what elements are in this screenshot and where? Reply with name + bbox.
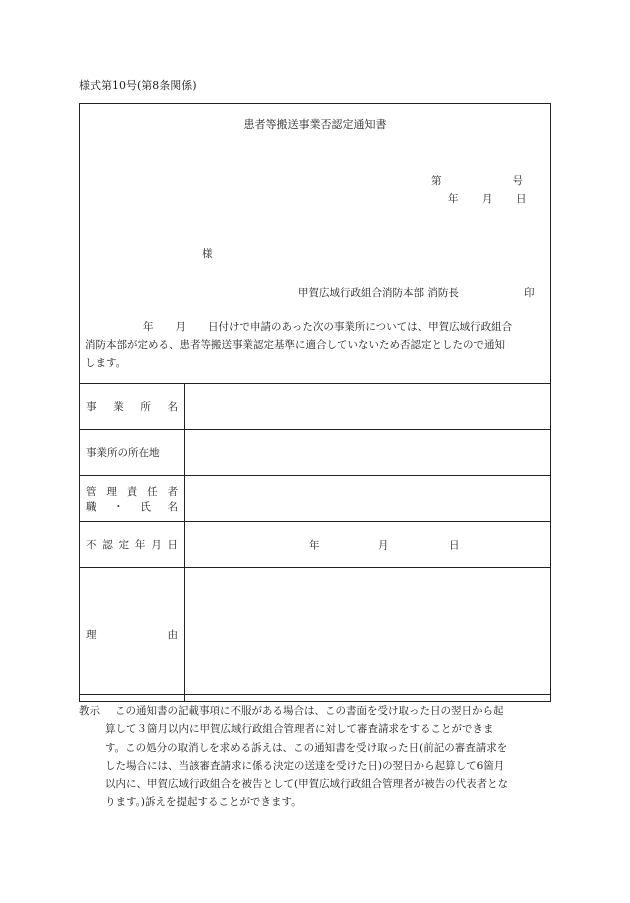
body-line1: 日付けで申請のあった次の事業所については、甲賀広域行政組合 [208,321,513,333]
denial-date-field[interactable] [185,522,551,568]
office-address-label: 事業所の所在地 [80,430,185,476]
denial-month: 月 [378,539,389,551]
manager-field[interactable] [185,476,551,522]
manager-label: 管 理 責 任 者 職 ・ 氏 名 [80,476,185,522]
issue-year: 年 [448,193,459,205]
table-row [80,522,551,568]
notice-line-5: 以内に、甲賀広域行政組合を被告として(甲賀広域行政組合管理者が被告の代表者とな [105,778,509,791]
body-year: 年 [143,321,154,333]
notice-form [79,103,551,695]
issuer-line [298,285,535,300]
appeal-notice [79,702,552,812]
notice-line-2: 算して３箇月以内に甲賀広域行政組合管理者に対して審査請求をすることができま [105,723,494,736]
denial-year: 年 [309,539,320,551]
table-row [80,568,551,702]
office-name-field[interactable] [185,384,551,430]
denial-day: 日 [449,539,460,551]
table-row [80,476,551,522]
issue-month: 月 [482,193,493,205]
notice-line-3: す。この処分の取消しを求める訴えは、この通知書を受け取った日(前記の審査請求を [105,741,508,754]
denial-date-label: 不 認 定 年 月 日 [80,522,185,568]
seal-mark: 印 [524,287,535,299]
table-row [80,430,551,476]
office-name-label: 事 業 所 名 [80,384,185,430]
notice-line-4: した場合には、当該審査請求に係る決定の送達を受けた日)の翌日から起算して6箇月 [105,759,505,772]
form-number-label: 様式第10号(第8条関係) [79,79,197,92]
office-address-field[interactable] [185,430,551,476]
notice-line-6: ります。)訴えを提起することができます。 [105,796,302,809]
notice-body [85,318,543,372]
reason-field[interactable] [185,568,551,702]
reason-label: 理 由 [80,568,185,702]
body-line3: します。 [85,357,127,369]
addressee-suffix: 様 [202,248,213,260]
issuer-name: 甲賀広域行政組合消防本部 消防長 [298,287,459,299]
table-row [80,384,551,430]
number-prefix: 第 [431,175,442,187]
details-table [79,383,551,702]
number-suffix: 号 [512,175,523,187]
issue-day: 日 [516,193,527,205]
body-month: 月 [175,321,186,333]
document-title: 患者等搬送事業否認定通知書 [243,118,387,131]
body-line2: 消防本部が定める、患者等搬送事業認定基準に適合していないため否認定としたので通知 [85,339,505,351]
notice-line-1: この通知書の記載事項に不服がある場合は、この書面を受け取った日の翌日から起 [115,705,504,717]
notice-heading: 教示 [79,705,100,717]
